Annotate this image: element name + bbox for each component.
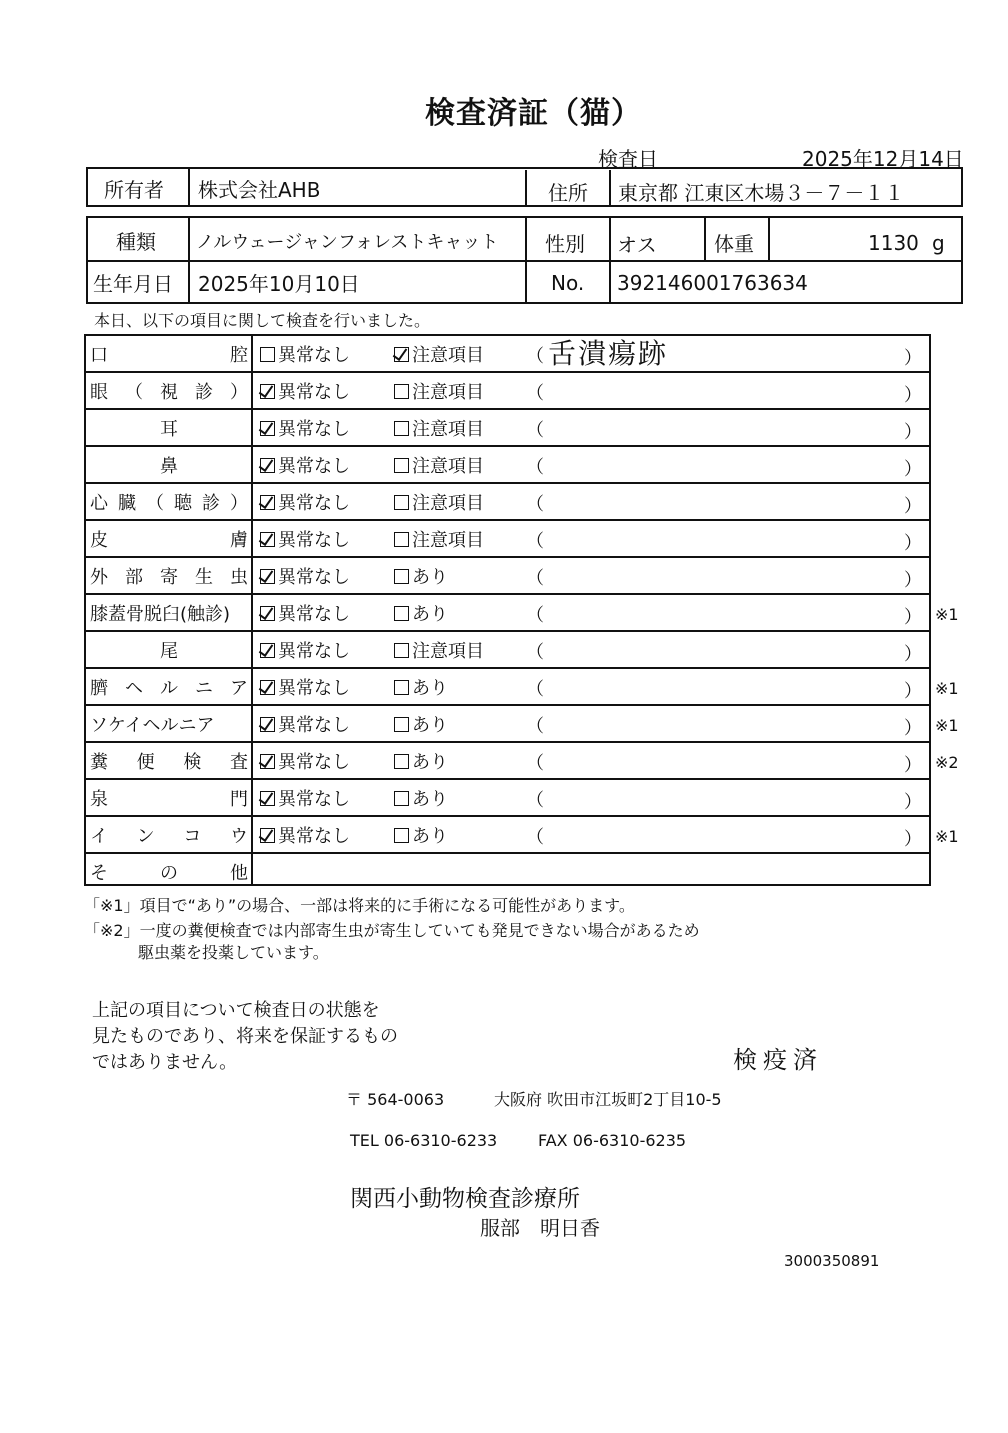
checkbox-flag[interactable] bbox=[394, 754, 409, 769]
note-open-paren: （ bbox=[526, 642, 544, 663]
item-label-char: 心 bbox=[90, 493, 108, 514]
item-label bbox=[90, 637, 248, 663]
note-close-paren: ） bbox=[904, 348, 922, 369]
note-open-paren: （ bbox=[526, 605, 544, 626]
item-label-char: ア bbox=[230, 678, 248, 699]
address-label: 住所 bbox=[548, 181, 588, 205]
item-option-flag[interactable]: 注意項目 bbox=[394, 378, 484, 404]
item-label-char: 聴 bbox=[174, 493, 192, 514]
number-value: 392146001763634 bbox=[617, 271, 808, 295]
note-open-paren: （ bbox=[526, 827, 544, 848]
item-label bbox=[90, 822, 248, 848]
item-label-char: 耳 bbox=[160, 419, 178, 440]
item-label-char: （ bbox=[125, 382, 143, 403]
item-label-char: 診 bbox=[202, 493, 220, 514]
item-option-flag[interactable]: あり bbox=[394, 600, 448, 626]
note-close-paren: ） bbox=[904, 385, 922, 406]
birthdate-value: 2025年10月10日 bbox=[198, 272, 360, 296]
item-label-char: 眼 bbox=[90, 382, 108, 403]
note-open-paren: （ bbox=[526, 568, 544, 589]
item-label bbox=[90, 563, 248, 589]
checkbox-normal[interactable] bbox=[260, 717, 275, 732]
owner-label: 所有者 bbox=[104, 178, 164, 202]
note-open-paren: （ bbox=[526, 420, 544, 441]
disclaimer-line-3: ではありません。 bbox=[92, 1052, 238, 1073]
item-label bbox=[90, 711, 248, 737]
item-footnote-mark: ※1 bbox=[935, 716, 959, 735]
note-close-paren: ） bbox=[904, 496, 922, 517]
note-open-paren: （ bbox=[526, 383, 544, 404]
item-label-char: ル bbox=[160, 678, 178, 699]
item-label-char: 便 bbox=[136, 752, 155, 773]
item-label bbox=[90, 674, 248, 700]
item-option-normal[interactable]: 異常なし bbox=[260, 489, 350, 515]
checkbox-flag[interactable] bbox=[394, 606, 409, 621]
checkbox-normal[interactable] bbox=[260, 421, 275, 436]
owner-value: 株式会社AHB bbox=[198, 178, 321, 202]
item-option-flag[interactable]: あり bbox=[394, 822, 448, 848]
item-label bbox=[90, 526, 248, 552]
item-option-normal[interactable]: 異常なし bbox=[260, 785, 350, 811]
postal-code: 〒 564-0063 bbox=[346, 1090, 445, 1109]
checkbox-flag[interactable] bbox=[394, 643, 409, 658]
item-option-flag[interactable]: あり bbox=[394, 785, 448, 811]
item-label-char: （ bbox=[146, 493, 164, 514]
item-option-flag[interactable]: 注意項目 bbox=[394, 452, 484, 478]
item-label-char: 泉 bbox=[90, 789, 108, 810]
item-label bbox=[90, 785, 248, 811]
item-label-char: コ bbox=[183, 826, 202, 847]
checkbox-flag[interactable] bbox=[394, 495, 409, 510]
note-open-paren: （ bbox=[526, 716, 544, 737]
item-option-flag[interactable]: あり bbox=[394, 711, 448, 737]
item-label bbox=[90, 341, 248, 367]
checkbox-flag[interactable] bbox=[394, 347, 409, 362]
checkbox-flag[interactable] bbox=[394, 569, 409, 584]
clinic-phone: TEL 06-6310-6233 bbox=[350, 1131, 498, 1150]
item-label bbox=[90, 452, 248, 478]
item-label-char: ウ bbox=[229, 826, 248, 847]
sex-label: 性別 bbox=[545, 232, 585, 256]
note-close-paren: ） bbox=[904, 792, 922, 813]
item-label-char: 視 bbox=[160, 382, 178, 403]
checkbox-flag[interactable] bbox=[394, 421, 409, 436]
exam-date-value: 2025年12月14日 bbox=[802, 147, 964, 171]
weight-label: 体重 bbox=[714, 232, 754, 256]
clinic-name: 関西小動物検査診療所 bbox=[350, 1186, 580, 1212]
item-label-char: 検 bbox=[183, 752, 202, 773]
note-close-paren: ） bbox=[904, 422, 922, 443]
disclaimer-line-1: 上記の項目について検査日の状態を bbox=[92, 1000, 380, 1021]
item-option-normal[interactable]: 異常なし bbox=[260, 415, 350, 441]
item-option-normal[interactable]: 異常なし bbox=[260, 341, 350, 367]
note-close-paren: ） bbox=[904, 607, 922, 628]
item-option-normal[interactable]: 異常なし bbox=[260, 748, 350, 774]
item-option-flag[interactable]: あり bbox=[394, 563, 448, 589]
other-label bbox=[90, 859, 248, 885]
item-option-normal[interactable]: 異常なし bbox=[260, 563, 350, 589]
item-footnote-mark: ※1 bbox=[935, 679, 959, 698]
item-label-char: 臍 bbox=[90, 678, 108, 699]
checkbox-normal[interactable] bbox=[260, 791, 275, 806]
item-label-char: 鼻 bbox=[160, 456, 178, 477]
checkbox-normal[interactable] bbox=[260, 532, 275, 547]
item-option-normal[interactable]: 異常なし bbox=[260, 452, 350, 478]
clinic-address: 大阪府 吹田市江坂町2丁目10-5 bbox=[494, 1090, 722, 1109]
note-close-paren: ） bbox=[904, 681, 922, 702]
item-label-char: そ bbox=[90, 863, 108, 884]
item-option-normal[interactable]: 異常なし bbox=[260, 822, 350, 848]
item-label-char: 寄 bbox=[160, 567, 178, 588]
item-label-char: ） bbox=[230, 382, 248, 403]
checkbox-normal[interactable] bbox=[260, 495, 275, 510]
note-close-paren: ） bbox=[904, 459, 922, 480]
checkbox-normal[interactable] bbox=[260, 384, 275, 399]
item-label-char: ヘ bbox=[125, 678, 143, 699]
item-note[interactable]: 舌潰瘍跡 bbox=[548, 337, 669, 370]
doctor-name: 服部 明日香 bbox=[480, 1216, 600, 1240]
note-open-paren: （ bbox=[526, 346, 544, 367]
note-open-paren: （ bbox=[526, 679, 544, 700]
item-label-char: 外 bbox=[90, 567, 108, 588]
breed-value: ノルウェージャンフォレストキャット bbox=[196, 232, 499, 253]
item-label bbox=[90, 600, 248, 626]
item-label-char: ） bbox=[230, 493, 248, 514]
address-value: 東京都 江東区木場３－７－１１ bbox=[618, 181, 905, 205]
note-open-paren: （ bbox=[526, 457, 544, 478]
note-close-paren: ） bbox=[904, 644, 922, 665]
checkbox-normal[interactable] bbox=[260, 569, 275, 584]
note-open-paren: （ bbox=[526, 753, 544, 774]
quarantine-stamp: 検疫済 bbox=[733, 1046, 823, 1074]
item-label-char: 糞 bbox=[90, 752, 108, 773]
clinic-fax: FAX 06-6310-6235 bbox=[538, 1131, 687, 1150]
item-label-char: 査 bbox=[229, 752, 248, 773]
note-close-paren: ） bbox=[904, 718, 922, 739]
item-option-normal[interactable]: 異常なし bbox=[260, 378, 350, 404]
item-option-normal[interactable]: 異常なし bbox=[260, 674, 350, 700]
item-option-flag[interactable]: 注意項目 bbox=[394, 415, 484, 441]
item-label bbox=[90, 415, 248, 441]
item-label-char: 虫 bbox=[230, 567, 248, 588]
item-label-char: 腔 bbox=[230, 345, 248, 366]
breed-label: 種類 bbox=[116, 230, 156, 254]
checkbox-flag[interactable] bbox=[394, 680, 409, 695]
checkbox-flag[interactable] bbox=[394, 458, 409, 473]
document-id: 3000350891 bbox=[784, 1252, 880, 1270]
weight-unit: g bbox=[932, 231, 945, 255]
checkbox-normal[interactable] bbox=[260, 606, 275, 621]
checkbox-flag[interactable] bbox=[394, 791, 409, 806]
item-label-char: ソケイヘルニア bbox=[90, 715, 215, 736]
note-close-paren: ） bbox=[904, 755, 922, 776]
item-option-flag[interactable]: 注意項目 bbox=[394, 637, 484, 663]
checkbox-flag[interactable] bbox=[394, 532, 409, 547]
sex-value: オス bbox=[617, 233, 657, 257]
checkbox-flag[interactable] bbox=[394, 717, 409, 732]
item-label-char: 尾 bbox=[160, 641, 178, 662]
page-title: 検査済証（猫） bbox=[425, 96, 642, 131]
item-footnote-mark: ※1 bbox=[935, 827, 959, 846]
item-label-char: 部 bbox=[125, 567, 143, 588]
item-label-char: 膝蓋骨脱臼(触診) bbox=[90, 604, 231, 625]
checkbox-normal[interactable] bbox=[260, 680, 275, 695]
checkbox-flag[interactable] bbox=[394, 384, 409, 399]
item-option-flag[interactable]: あり bbox=[394, 674, 448, 700]
item-label-char: 他 bbox=[230, 863, 248, 884]
item-label bbox=[90, 378, 248, 404]
note-open-paren: （ bbox=[526, 494, 544, 515]
birthdate-label: 生年月日 bbox=[93, 272, 173, 296]
item-label-char: 皮 bbox=[90, 530, 108, 551]
item-label-char: 診 bbox=[195, 382, 213, 403]
item-label-char: の bbox=[160, 863, 178, 884]
item-label-char: 臓 bbox=[118, 493, 136, 514]
checkbox-flag[interactable] bbox=[394, 828, 409, 843]
item-option-flag[interactable]: 注意項目 bbox=[394, 526, 484, 552]
item-label-char: 門 bbox=[230, 789, 248, 810]
note-2-line-2: 駆虫薬を投薬しています。 bbox=[138, 943, 329, 962]
item-option-normal[interactable]: 異常なし bbox=[260, 526, 350, 552]
item-footnote-mark: ※1 bbox=[935, 605, 959, 624]
item-option-flag[interactable]: あり bbox=[394, 748, 448, 774]
item-label-char: 膚 bbox=[230, 530, 248, 551]
note-close-paren: ） bbox=[904, 533, 922, 554]
intro-text: 本日、以下の項目に関して検査を行いました。 bbox=[94, 311, 431, 330]
item-label bbox=[90, 748, 248, 774]
item-label-char: 生 bbox=[195, 567, 213, 588]
item-label-char: イ bbox=[90, 826, 108, 847]
note-close-paren: ） bbox=[904, 829, 922, 850]
item-option-normal[interactable]: 異常なし bbox=[260, 711, 350, 737]
item-option-normal[interactable]: 異常なし bbox=[260, 600, 350, 626]
item-footnote-mark: ※2 bbox=[935, 753, 959, 772]
item-option-flag[interactable]: 注意項目 bbox=[394, 341, 484, 367]
item-option-normal[interactable]: 異常なし bbox=[260, 637, 350, 663]
item-label-char: ン bbox=[136, 826, 155, 847]
note-1: 「※1」項目で“あり”の場合、一部は将来的に手術になる可能性があります。 bbox=[84, 896, 635, 915]
weight-value: 1130 bbox=[868, 231, 919, 255]
checkbox-normal[interactable] bbox=[260, 643, 275, 658]
note-open-paren: （ bbox=[526, 531, 544, 552]
note-2-line-1: 「※2」一度の糞便検査では内部寄生虫が寄生していても発見できない場合があるため bbox=[84, 921, 700, 940]
exam-date-label: 検査日 bbox=[598, 147, 658, 171]
checkbox-normal[interactable] bbox=[260, 458, 275, 473]
note-close-paren: ） bbox=[904, 570, 922, 591]
checkbox-normal[interactable] bbox=[260, 828, 275, 843]
item-label bbox=[90, 489, 248, 515]
checkbox-normal[interactable] bbox=[260, 347, 275, 362]
item-label-char: ニ bbox=[195, 678, 213, 699]
item-label-char: 口 bbox=[90, 345, 108, 366]
disclaimer-line-2: 見たものであり、将来を保証するもの bbox=[92, 1026, 398, 1047]
number-label: No. bbox=[551, 271, 585, 295]
item-option-flag[interactable]: 注意項目 bbox=[394, 489, 484, 515]
note-open-paren: （ bbox=[526, 790, 544, 811]
checkbox-normal[interactable] bbox=[260, 754, 275, 769]
